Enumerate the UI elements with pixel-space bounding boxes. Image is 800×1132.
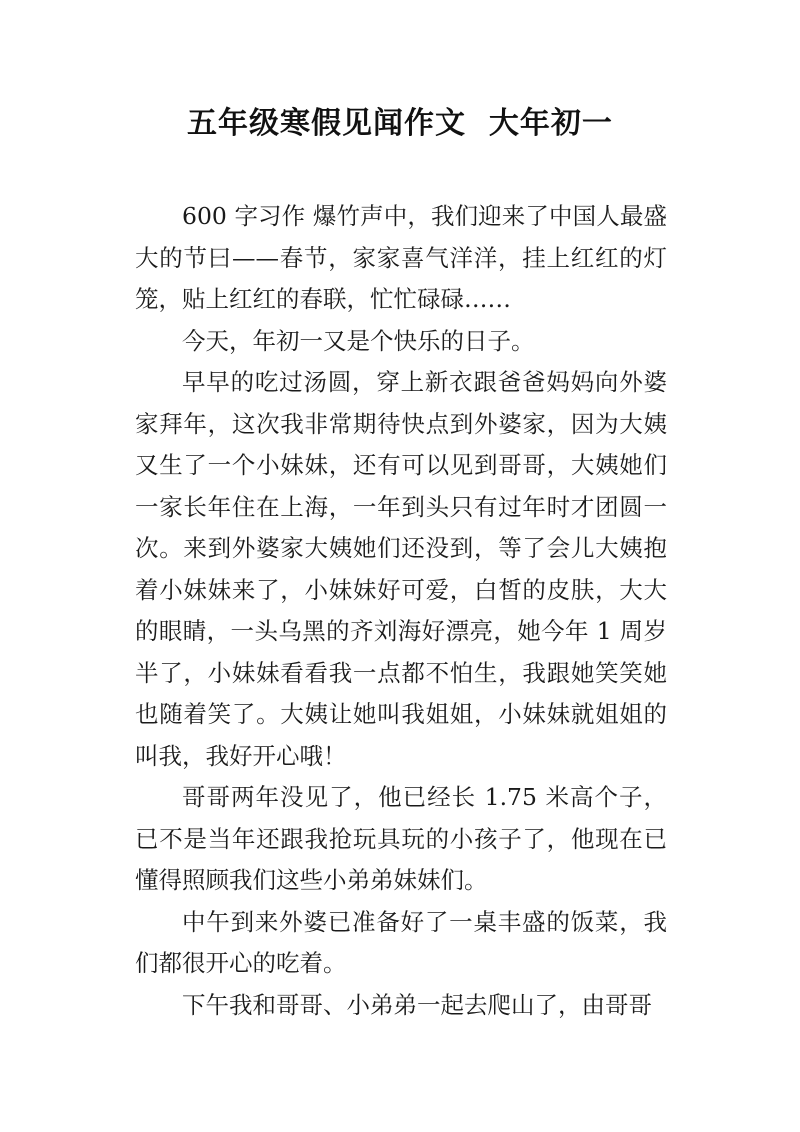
document-body: [135, 196, 667, 1026]
paragraph: 哥哥两年没见了，他已经长 1.75 米高个子，已不是当年还跟我抢玩具玩的小孩子了，他现在已懂得照顾我们这些小弟弟妹妹们。: [135, 783, 667, 894]
paragraph: 600 字习作 爆竹声中，我们迎来了中国人最盛大的节曰——春节，家家喜气洋洋，挂上红红的灯笼，贴上红红的春联，忙忙碌碌……: [135, 202, 667, 313]
paragraph: 中午到来外婆已准备好了一桌丰盛的饭菜，我们都很开心的吃着。: [135, 907, 667, 977]
paragraph: 今天，年初一又是个快乐的日子。: [182, 326, 535, 355]
document-title: 五年级寒假见闻作文 大年初一: [187, 106, 613, 141]
paragraph: 早早的吃过汤圆，穿上新衣跟爸爸妈妈向外婆家拜年，这次我非常期待快点到外婆家，因为大姨又生了一个小妹妹，还有可以见到哥哥，大姨她们一家长年住在上海，一年到头只有过年时才团圆一次。来到外婆家大姨她们还没到，等了会儿大姨抱着小妹妹来了，小妹妹好可爱，白皙的皮肤，大大的眼睛，一头乌黑的齐刘海好漂亮，她今年 1 周岁半了，小妹妹看看我一点都不怕生，我跟她笑笑她也随着笑了。大姨让她叫我姐姐，小妹妹就姐姐的叫我，我好开心哦！: [135, 368, 667, 770]
paragraph: 下午我和哥哥、小弟弟一起去爬山了，由哥哥: [182, 990, 652, 1019]
